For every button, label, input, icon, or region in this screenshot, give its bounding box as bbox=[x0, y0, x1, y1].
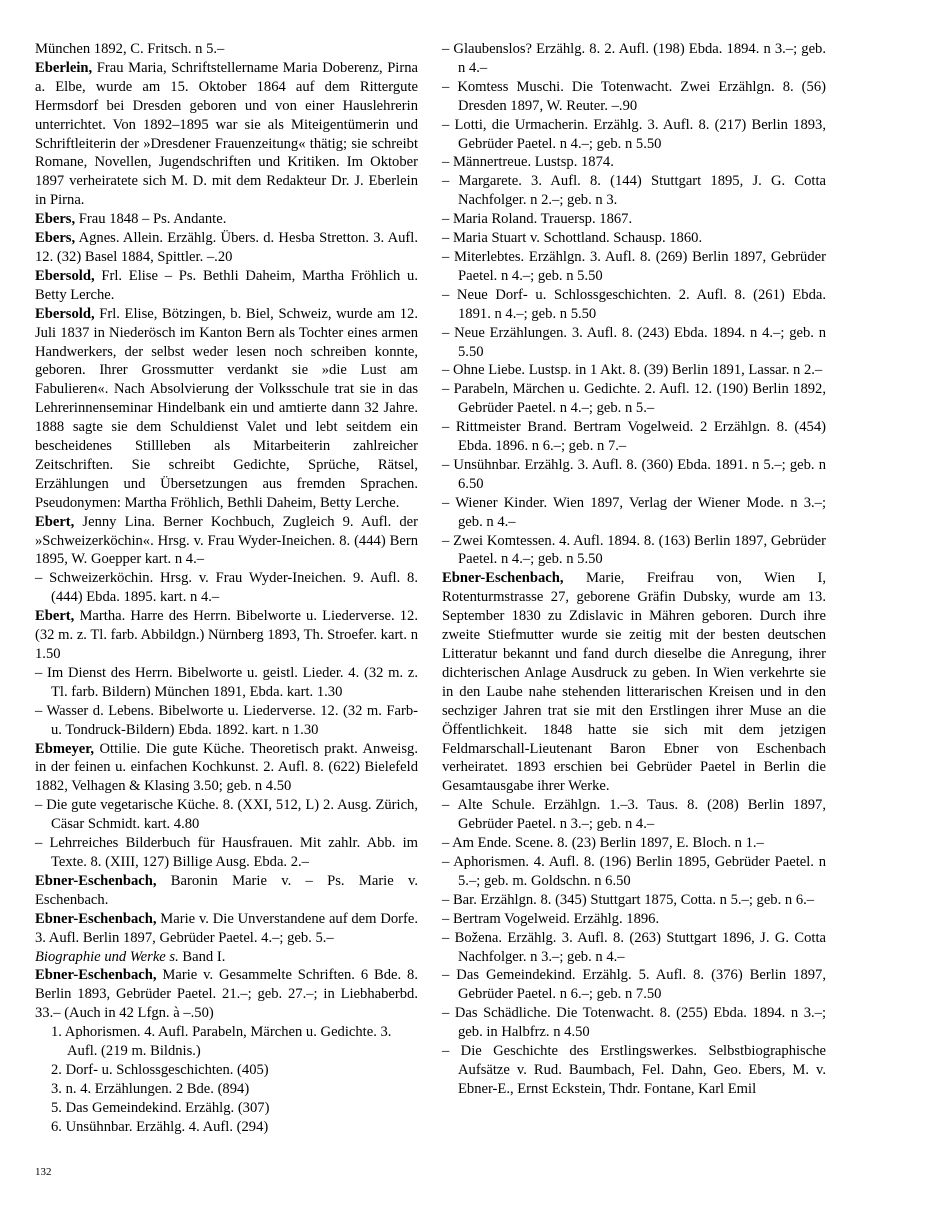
volume-item: 5. Das Gemeindekind. Erzählg. (307) bbox=[51, 1099, 270, 1116]
entry bbox=[35, 210, 418, 229]
sub-entry: – Maria Roland. Trauersp. 1867. bbox=[442, 211, 633, 228]
entry bbox=[35, 740, 418, 797]
entry-text: Frl. Elise – Ps. Bethli Daheim, Martha Fröhlich u. Betty Lerche. bbox=[35, 267, 418, 303]
sub-entry: – Alte Schule. Erzählgn. 1.–3. Taus. 8. (208) Berlin 1897, Gebrüder Paetel. n 3.–; geb. n 4.– bbox=[442, 797, 826, 833]
sub-entry: – Glaubenslos? Erzählg. 8. 2. Aufl. (198) Ebda. 1894. n 3.–; geb. n 4.– bbox=[442, 41, 826, 76]
sub-entry: – Unsühnbar. Erzählg. 3. Aufl. 8. (360) Ebda. 1891. n 5.–; geb. n 6.50 bbox=[442, 456, 826, 492]
entry-text: Marie v. Die Unverstandene auf dem Dorfe. 3. Aufl. Berlin 1897, Gebrüder Paetel. 4.–; geb. 5.– bbox=[35, 910, 418, 946]
sub-entry: – Božena. Erzählg. 3. Aufl. 8. (263) Stuttgart 1896, J. G. Cotta Nachfolger. n 3.–; geb. n 4.– bbox=[442, 929, 826, 965]
entry-text: Agnes. Allein. Erzählg. Übers. d. Hesba Stretton. 3. Aufl. 12. (32) Basel 1884, Spittler. –.20 bbox=[35, 230, 418, 265]
entry-headword: Ebersold, bbox=[35, 305, 95, 322]
entry-text: Frau 1848 – Ps. Andante. bbox=[75, 211, 227, 228]
sub-entry: – Bar. Erzählgn. 8. (345) Stuttgart 1875, Cotta. n 5.–; geb. n 6.– bbox=[442, 891, 815, 908]
entry bbox=[35, 607, 418, 664]
entry-headword: Ebers, bbox=[35, 211, 76, 228]
volume-item: 3. n. 4. Erzählungen. 2 Bde. (894) bbox=[51, 1080, 250, 1097]
sub-entry: – Miterlebtes. Erzählgn. 3. Aufl. 8. (269) Berlin 1897, Gebrüder Paetel. n 4.–; geb. n 5.50 bbox=[442, 248, 826, 284]
sub-entry: – Das Schädliche. Die Totenwacht. 8. (255) Ebda. 1894. n 3.–; geb. in Halbfrz. n 4.50 bbox=[442, 1005, 826, 1041]
right-column bbox=[442, 40, 826, 1099]
sub-entry: – Am Ende. Scene. 8. (23) Berlin 1897, E. Bloch. n 1.– bbox=[442, 835, 764, 852]
left-column bbox=[35, 40, 418, 1137]
entry bbox=[35, 872, 418, 910]
sub-entry: – Lotti, die Urmacherin. Erzählg. 3. Aufl. 8. (217) Berlin 1893, Gebrüder Paetel. n 4.–; geb. n 5.50 bbox=[442, 116, 826, 152]
entry-headword: Ebner-Eschenbach, bbox=[442, 570, 564, 587]
sub-entry: – Neue Erzählungen. 3. Aufl. 8. (243) Ebda. 1894. n 4.–; geb. n 5.50 bbox=[442, 324, 826, 360]
entry-headword: Ebersold, bbox=[35, 267, 95, 284]
sub-entry: – Zwei Komtessen. 4. Aufl. 1894. 8. (163) Berlin 1897, Gebrüder Paetel. n 4.–; geb. n 5.50 bbox=[442, 532, 826, 568]
entry bbox=[35, 910, 418, 967]
entry-text: Marie, Freifrau von, Wien I, Rotenturmstrasse 27, geborene Gräfin Dubsky, wurde am 13. September 1830 zu Zdislavic in Mähren geboren. Durch ihre zweite Stiefmutter wurde sie zeitig mit der besten deutschen Litteratur bekannt und fand durch dieselbe die Anregung, ihrer dichterischen Anlage Ausdruck zu geben. In Wien verkehrte sie in den Laube nahe stehenden litterarischen Kreisen und in den sechziger Jahren trat sie mit den Erstlingen ihrer Muse an die Öffentlichkeit. 1848 hatte sie sich mit dem jetzigen Feldmarschall-Lieutenant Baron Ebner von Eschenbach verheiratet. 1893 erschien bei Gebrüder Paetel in Berlin die Gesamtausgabe ihrer Werke. bbox=[442, 570, 826, 795]
sub-entry: – Schweizerköchin. Hrsg. v. Frau Wyder-Ineichen. 9. Aufl. 8. (444) Ebda. 1895. kart. n 4.– bbox=[35, 570, 418, 606]
entry bbox=[442, 569, 826, 796]
paragraph: München 1892, C. Fritsch. n 5.– bbox=[35, 41, 225, 57]
volume-item: 2. Dorf- u. Schlossgeschichten. (405) bbox=[51, 1061, 269, 1078]
entry-text: Baronin Marie v. – Ps. Marie v. Eschenbach. bbox=[35, 872, 418, 908]
sub-entry: – Parabeln, Märchen u. Gedichte. 2. Aufl. 12. (190) Berlin 1892, Gebrüder Paetel. n 4.–; geb. n 5.– bbox=[442, 381, 826, 417]
sub-entry: – Wiener Kinder. Wien 1897, Verlag der Wiener Mode. n 3.–; geb. n 4.– bbox=[442, 494, 826, 530]
sub-entry: – Das Gemeindekind. Erzählg. 5. Aufl. 8. (376) Berlin 1897, Gebrüder Paetel. n 6.–; geb. n 7.50 bbox=[442, 967, 826, 1003]
sub-entry: – Bertram Vogelweid. Erzählg. 1896. bbox=[442, 910, 660, 927]
sub-entry: – Neue Dorf- u. Schlossgeschichten. 2. Aufl. 8. (261) Ebda. 1891. n 4.–; geb. n 5.50 bbox=[442, 286, 826, 322]
entry-headword: Ebert, bbox=[35, 513, 75, 530]
entry bbox=[35, 229, 418, 267]
volume-item: 6. Unsühnbar. Erzählg. 4. Aufl. (294) bbox=[51, 1118, 269, 1135]
sub-entry: – Die gute vegetarische Küche. 8. (XXI, 512, L) 2. Ausg. Zürich, Cäsar Schmidt. kart. 4.80 bbox=[35, 797, 418, 833]
sub-entry: – Maria Stuart v. Schottland. Schausp. 1860. bbox=[442, 230, 703, 247]
sub-entry: – Im Dienst des Herrn. Bibelworte u. geistl. Lieder. 4. (32 m. z. Tl. farb. Bildern) München 1891, Ebda. kart. 1.30 bbox=[35, 664, 418, 700]
entry-reference-tail: Band I. bbox=[178, 948, 226, 965]
entry-headword: Ebner-Eschenbach, bbox=[35, 967, 157, 984]
entry-text: Ottilie. Die gute Küche. Theoretisch prakt. Anweisg. in der feinen u. einfachen Kochkunst. 2. Aufl. 8. (622) Bielefeld 1882, Velhagen & Klasing 3.50; geb. n 4.50 bbox=[35, 740, 418, 795]
sub-entry: – Aphorismen. 4. Aufl. 8. (196) Berlin 1895, Gebrüder Paetel. n 5.–; geb. m. Goldschn. n 6.50 bbox=[442, 853, 826, 889]
sub-entry: – Männertreue. Lustsp. 1874. bbox=[442, 154, 614, 171]
entry-headword: Ebner-Eschenbach, bbox=[35, 910, 157, 927]
entry-headword: Ebers, bbox=[35, 230, 76, 247]
entry-reference: Biographie und Werke s. bbox=[35, 948, 179, 965]
sub-entry: – Wasser d. Lebens. Bibelworte u. Liederverse. 12. (32 m. Farb- u. Tondruck-Bildern) Ebda. 1892. kart. n 1.30 bbox=[35, 702, 418, 738]
sub-entry: – Die Geschichte des Erstlingswerkes. Selbstbiographische Aufsätze v. Rud. Baumbach, Fel. Dahn, Geo. Ebers, M. v. Ebner-E., Ernst Eckstein, Thdr. Fontane, Karl Emil bbox=[442, 1043, 826, 1097]
entry bbox=[35, 305, 418, 513]
sub-entry: – Margarete. 3. Aufl. 8. (144) Stuttgart 1895, J. G. Cotta Nachfolger. n 2.–; geb. n 3. bbox=[442, 173, 826, 209]
volume-item: 1. Aphorismen. 4. Aufl. Parabeln, Märchen u. Gedichte. 3. Aufl. (219 m. Bildnis.) bbox=[51, 1024, 392, 1060]
entry bbox=[35, 267, 418, 305]
sub-entry: – Komtess Muschi. Die Totenwacht. Zwei Erzählgn. 8. (56) Dresden 1897, W. Reuter. –.90 bbox=[442, 78, 826, 114]
entry-headword: Ebner-Eschenbach, bbox=[35, 872, 157, 889]
sub-entry: – Rittmeister Brand. Bertram Vogelweid. 2 Erzählgn. 8. (454) Ebda. 1896. n 6.–; geb. n 7.– bbox=[442, 419, 826, 455]
entry-text: Marie v. Gesammelte Schriften. 6 Bde. 8. Berlin 1893, Gebrüder Paetel. 21.–; geb. 27.–; in Liebhaberbd. 33.– (Auch in 42 Lfgn. à –.50) bbox=[35, 967, 418, 1022]
entry-headword: Ebmeyer, bbox=[35, 740, 95, 757]
entry-headword: Eberlein, bbox=[35, 59, 93, 76]
entry-text: Frau Maria, Schriftstellername Maria Doberenz, Pirna a. Elbe, wurde am 15. Oktober 1864 auf dem Rittergute Hermsdorf bei Dresden geboren und von einer Hauslehrerin unterrichtet. Von 1892–1895 war sie als Miteigentümerin und Schriftleiterin der »Dresdener Frauenzeitung« thätig; sie schreibt Romane, Novellen, Jugendschriften und Kritiken. Im Oktober 1897 verheiratete sich M. D. mit dem Redakteur Dr. J. Eberlein in Pirna. bbox=[35, 59, 418, 209]
entry-text: Martha. Harre des Herrn. Bibelworte u. Liederverse. 12. (32 m. z. Tl. farb. Abbildgn.) Nürnberg 1893, Th. Stroefer. kart. n 1.50 bbox=[35, 608, 418, 662]
sub-entry: – Lehrreiches Bilderbuch für Hausfrauen. Mit zahlr. Abb. im Texte. 8. (XIII, 127) Billige Ausg. Ebda. 2.– bbox=[35, 835, 418, 870]
page-number: 132 bbox=[35, 1166, 52, 1178]
entry bbox=[35, 513, 418, 570]
entry-text: Jenny Lina. Berner Kochbuch, Zugleich 9. Aufl. der »Schweizerköchin«. Hrsg. v. Frau Wyder-Ineichen. 8. (444) Bern 1895, W. Goepper kart. n 4.– bbox=[35, 513, 418, 568]
entry bbox=[35, 966, 418, 1023]
entry-text: Frl. Elise, Bötzingen, b. Biel, Schweiz, wurde am 12. Juli 1837 in Niederösch im Kanton Bern als Tochter eines armen Handwerkers, der selbst weder lesen noch schreiben konnte, geboren. Ihrer Grossmutter verdankt sie »die Lust am Fabulieren«. Nach Absolvierung der Volksschule trat sie in das Lehrerinnenseminar Hindelbank ein und amtierte dann 32 Jahre. 1888 sagte sie dem Schuldienst Valet und lebt seitdem ein bescheidenes Stillleben als Mitarbeiterin zahlreicher Zeitschriften. Sie schreibt Gedichte, Sprüche, Rätsel, Erzählungen und Übersetzungen aus fremden Sprachen. Pseudonymen: Martha Fröhlich, Bethli Daheim, Betty Lerche. bbox=[35, 305, 418, 511]
entry bbox=[35, 59, 418, 210]
sub-entry: – Ohne Liebe. Lustsp. in 1 Akt. 8. (39) Berlin 1891, Lassar. n 2.– bbox=[442, 362, 823, 379]
entry-headword: Ebert, bbox=[35, 608, 75, 625]
